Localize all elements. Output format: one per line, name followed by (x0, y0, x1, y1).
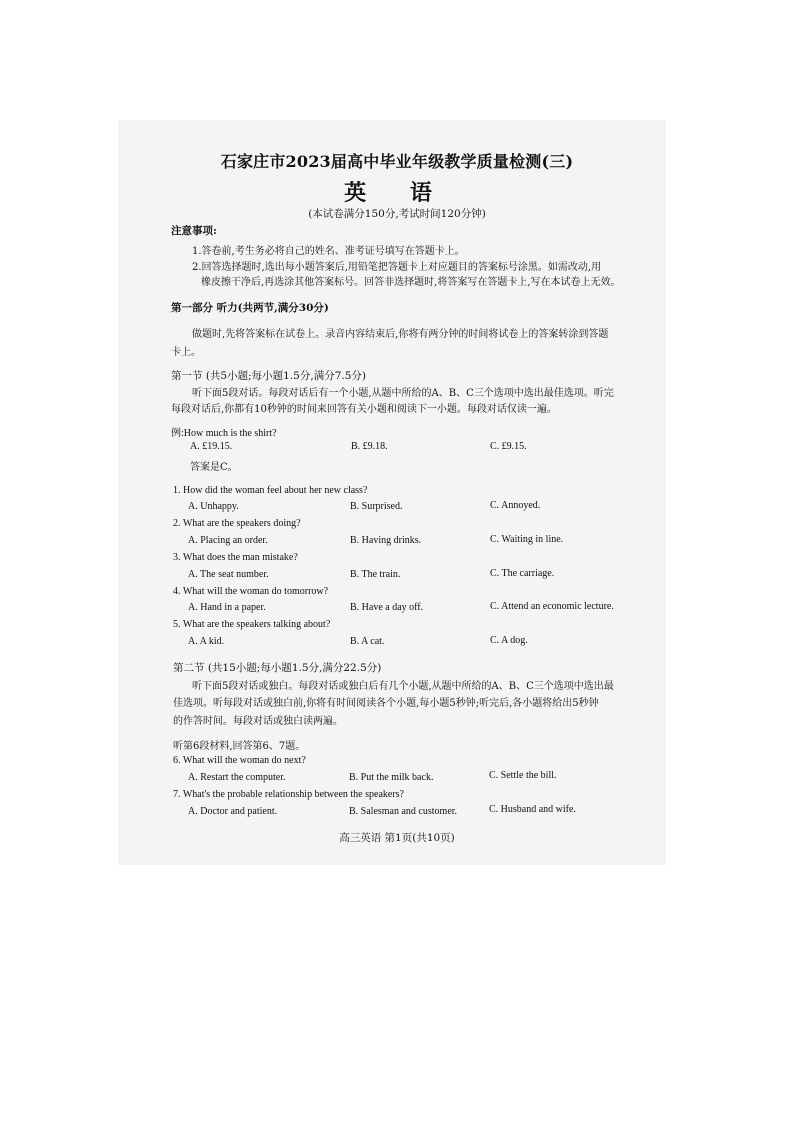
notice-item-2-line-2: 橡皮擦干净后,再选涂其他答案标号。回答非选择题时,将答案写在答题卡上,写在本试卷上无效。 (201, 277, 621, 288)
subject-title: 英 语 (344, 180, 450, 206)
q2-option-b: B. Having drinks. (350, 535, 422, 546)
section1-heading: 第一节 (共5小题;每小题1.5分,满分7.5分) (171, 370, 366, 382)
part1-intro-line-1: 做题时,先将答案标在试卷上。录音内容结束后,你将有两分钟的时间将试卷上的答案转涂到答题 (192, 329, 609, 340)
section2-instruction-line-1: 听下面5段对话或独白。每段对话或独白后有几个小题,从题中所给的A、B、C三个选项中选出最 (192, 681, 614, 692)
notice-item-2-line-1: 2.回答选择题时,选出每小题答案后,用铅笔把答题卡上对应题目的答案标号涂黑。如需改动,用 (192, 262, 602, 273)
score-note: (本试卷满分150分,考试时间120分钟) (308, 208, 486, 220)
section1-instruction-line-2: 每段对话后,你都有10秒钟的时间来回答有关小题和阅读下一小题。每段对话仅读一遍。 (171, 404, 557, 415)
q2-option-a: A. Placing an order. (188, 535, 268, 546)
example-answer: 答案是C。 (190, 462, 238, 473)
example-option-a: A. £19.15. (190, 441, 233, 452)
notice-heading: 注意事项: (171, 225, 217, 237)
example-option-b: B. £9.18. (351, 441, 388, 452)
q4-option-a: A. Hand in a paper. (188, 602, 266, 613)
question-4: 4. What will the woman do tomorrow? (173, 586, 329, 597)
example-question: 例:How much is the shirt? (171, 428, 277, 439)
q4-option-b: B. Have a day off. (350, 602, 424, 613)
part1-intro-line-2: 卡上。 (171, 347, 201, 358)
page-footer: 高三英语 第1页(共10页) (339, 832, 455, 844)
q3-option-c: C. The carriage. (490, 568, 555, 579)
q1-option-a: A. Unhappy. (188, 501, 239, 512)
q4-option-c: C. Attend an economic lecture. (490, 601, 614, 612)
question-7: 7. What's the probable relationship between the speakers? (173, 789, 404, 800)
question-6: 6. What will the woman do next? (173, 755, 306, 766)
question-2: 2. What are the speakers doing? (173, 518, 301, 529)
section1-instruction-line-1: 听下面5段对话。每段对话后有一个小题,从题中所给的A、B、C三个选项中选出最佳选项。听完 (192, 388, 614, 399)
q6-option-c: C. Settle the bill. (489, 770, 557, 781)
section2-instruction-line-3: 的作答时间。每段对话或独白读两遍。 (173, 716, 343, 727)
q1-option-b: B. Surprised. (350, 501, 403, 512)
question-3: 3. What does the man mistake? (173, 552, 298, 563)
part1-heading: 第一部分 听力(共两节,满分30分) (171, 302, 329, 314)
section2-instruction-line-2: 佳选项。听每段对话或独白前,你将有时间阅读各个小题,每小题5秒钟;听完后,各小题将给出5秒钟 (173, 698, 599, 709)
q7-option-c: C. Husband and wife. (489, 804, 576, 815)
q5-option-a: A. A kid. (188, 636, 225, 647)
q3-option-b: B. The train. (350, 569, 401, 580)
question-5: 5. What are the speakers talking about? (173, 619, 331, 630)
q3-option-a: A. The seat number. (188, 569, 269, 580)
q7-option-a: A. Doctor and patient. (188, 806, 278, 817)
notice-item-1: 1.答卷前,考生务必将自己的姓名、准考证号填写在答题卡上。 (192, 246, 465, 257)
q6-option-b: B. Put the milk back. (349, 772, 434, 783)
example-option-c: C. £9.15. (490, 441, 527, 452)
q7-option-b: B. Salesman and customer. (349, 806, 458, 817)
q6-option-a: A. Restart the computer. (188, 772, 286, 783)
question-1: 1. How did the woman feel about her new class? (173, 485, 368, 496)
q5-option-b: B. A cat. (350, 636, 385, 647)
q1-option-c: C. Annoyed. (490, 500, 541, 511)
exam-title: 石家庄市2023届高中毕业年级教学质量检测(三) (220, 152, 574, 171)
section2-heading: 第二节 (共15小题;每小题1.5分,满分22.5分) (173, 662, 382, 674)
material-6-note: 听第6段材料,回答第6、7题。 (173, 741, 306, 752)
q5-option-c: C. A dog. (490, 635, 528, 646)
q2-option-c: C. Waiting in line. (490, 534, 564, 545)
